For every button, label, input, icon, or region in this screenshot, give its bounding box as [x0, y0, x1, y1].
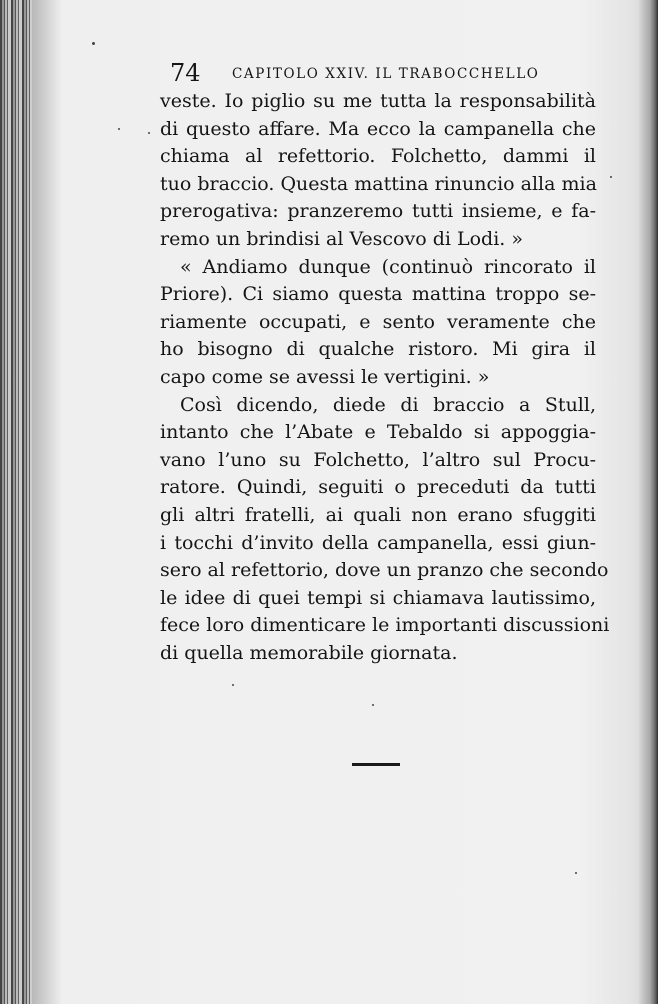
print-speck: [118, 128, 120, 130]
text-line: « Andiamo dunque (continuò rincorato il: [180, 255, 596, 278]
body-text: [160, 88, 610, 667]
print-speck: [610, 176, 612, 178]
text-line: fece loro dimenticare le importanti discussioni: [160, 614, 610, 637]
running-head: CAPITOLO XXIV. IL TRABOCCHELLO: [232, 66, 540, 82]
text-line: chiama al refettorio. Folchetto, dammi il: [160, 145, 596, 168]
text-line: remo un brindisi al Vescovo di Lodi. »: [160, 227, 523, 250]
page-header: [170, 58, 540, 88]
text-line: riamente occupati, e sento veramente che: [160, 310, 596, 333]
text-line: ratore. Quindi, seguiti o preceduti da tutti: [160, 476, 596, 499]
text-line: ho bisogno di qualche ristoro. Mi gira il: [160, 338, 596, 361]
text-line: prerogativa: pranzeremo tutti insieme, e fa-: [160, 200, 596, 223]
print-speck: [372, 704, 374, 706]
text-line: intanto che l’Abate e Tebaldo si appoggia-: [160, 421, 596, 444]
print-speck: [575, 872, 577, 874]
print-speck: [232, 684, 234, 686]
page-number: 74: [170, 59, 201, 87]
text-line: Priore). Ci siamo questa mattina troppo se-: [160, 283, 596, 306]
text-line: tuo braccio. Questa mattina rinuncio alla mia: [160, 172, 597, 195]
text-line: Così dicendo, diede di braccio a Stull,: [180, 393, 596, 416]
text-line: sero al refettorio, dove un pranzo che secondo: [160, 559, 609, 582]
text-line: gli altri fratelli, ai quali non erano sfuggiti: [160, 503, 596, 526]
gutter-shadow: [32, 0, 62, 1004]
text-line: vano l’uno su Folchetto, l’altro sul Procu-: [160, 448, 596, 471]
section-end-rule: [352, 763, 400, 766]
text-line: di questo affare. Ma ecco la campanella che: [160, 117, 596, 140]
binding-gutter: [0, 0, 32, 1004]
text-line: capo come se avessi le vertigini. »: [160, 365, 490, 388]
page-edge-shadow: [638, 0, 658, 1004]
text-line: le idee di quei tempi si chiamava lautissimo,: [160, 586, 596, 609]
text-line: i tocchi d’invito della campanella, essi giun-: [160, 531, 596, 554]
print-speck: [92, 42, 95, 45]
text-line: veste. Io piglio su me tutta la responsabilità: [160, 90, 596, 112]
text-line: di quella memorabile giornata.: [160, 641, 458, 664]
print-speck: [148, 132, 150, 134]
